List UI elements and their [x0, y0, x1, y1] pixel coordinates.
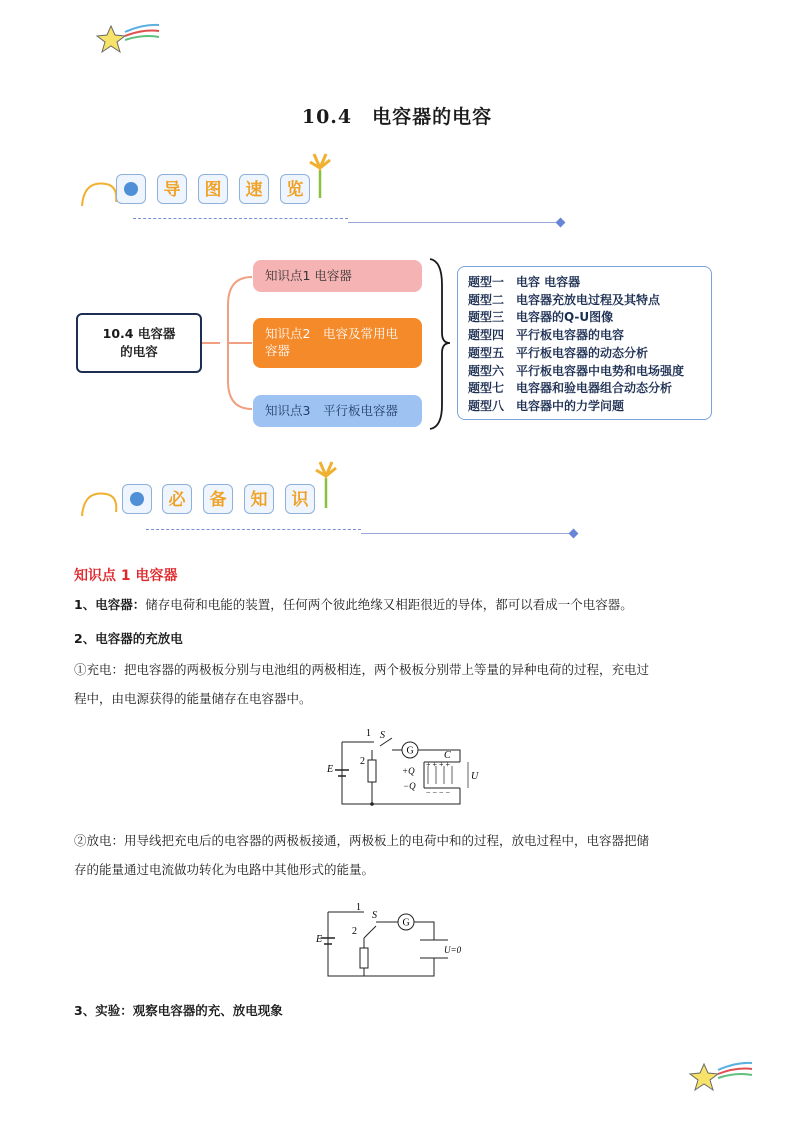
question-type-item: 题型二 电容器充放电过程及其特点	[468, 292, 661, 307]
root-line: 10.4 电容器	[102, 326, 176, 341]
diagram-label: U	[471, 771, 479, 782]
root-line: 的电容	[120, 344, 158, 359]
text-line: 程中，由电源获得的能量储存在电容器中。	[74, 691, 312, 706]
divider	[348, 222, 558, 223]
discharging-circuit-diagram	[316, 900, 476, 984]
divider	[133, 218, 348, 219]
section-banner-overview	[78, 150, 578, 230]
knowledge-point-2: 知识点2 电容及常用电容器	[253, 318, 422, 368]
diagram-label: + + + +	[426, 760, 451, 769]
diagram-label: 2	[352, 926, 357, 937]
subheading: 2、电容器的充放电	[74, 631, 183, 646]
question-type-item: 题型八 电容器中的力学问题	[468, 398, 625, 413]
banner-char: 导	[157, 174, 187, 204]
question-type-item: 题型三 电容器的Q-U图像	[468, 310, 614, 325]
star-decoration-icon	[688, 1060, 758, 1096]
term-label: 1、电容器：	[74, 597, 146, 612]
diagram-label: G	[402, 917, 410, 929]
diagram-label: S	[380, 730, 385, 741]
knowledge-point-3: 知识点3 平行板电容器	[253, 395, 422, 427]
banner-char: 速	[239, 174, 269, 204]
question-type-item: 题型七 电容器和验电器组合动态分析	[468, 381, 673, 396]
charging-circuit-diagram	[322, 726, 482, 810]
question-type-item: 题型一 电容 电容器	[468, 275, 581, 289]
diagram-label: S	[372, 910, 377, 921]
paragraph	[74, 590, 724, 619]
divider	[361, 533, 571, 534]
banner-badge-icon	[116, 174, 146, 204]
banner-char: 备	[203, 484, 233, 514]
paragraph-discharge	[74, 826, 724, 884]
paragraph-charge	[74, 655, 724, 713]
banner-char: 知	[244, 484, 274, 514]
star-decoration-icon	[95, 22, 165, 58]
text-line: ①充电：把电容器的两极板分别与电池组的两极相连，两个极板分别带上等量的异种电荷的过程，充电过	[74, 662, 650, 677]
diagram-label: U=0	[444, 945, 462, 955]
divider	[146, 529, 361, 530]
paragraph	[74, 624, 724, 653]
banner-badge-icon	[122, 484, 152, 514]
term-definition: 储存电荷和电能的装置，任何两个彼此绝缘又相距很近的导体，都可以看成一个电容器。	[145, 597, 633, 612]
question-type-item: 题型五 平行板电容器的动态分析	[468, 345, 649, 360]
diagram-label: −Q	[403, 781, 416, 791]
banner-char: 识	[285, 484, 315, 514]
knowledge-point-1: 知识点1 电容器	[253, 260, 422, 292]
diagram-label: C	[444, 750, 451, 761]
section-heading: 知识点 1 电容器	[74, 568, 178, 584]
diagram-label: 1	[366, 728, 371, 739]
text-line: ②放电：用导线把充电后的电容器的两极板接通，两极板上的电荷中和的过程，放电过程中，电容器把储	[74, 833, 650, 848]
section-banner-knowledge	[78, 458, 578, 542]
text-line: 存的能量通过电流做功转化为电路中其他形式的能量。	[74, 862, 375, 877]
diagram-label: E	[316, 934, 323, 945]
diagram-label: E	[327, 764, 334, 775]
diagram-label: − − − −	[426, 788, 451, 797]
diagram-label: 1	[356, 902, 361, 913]
question-type-item: 题型四 平行板电容器的电容	[468, 328, 625, 343]
banner-char: 图	[198, 174, 228, 204]
diagram-label: 2	[360, 756, 365, 767]
mindmap-root	[76, 313, 202, 373]
diagram-label: +Q	[402, 766, 415, 776]
diagram-label: G	[406, 745, 414, 757]
question-type-list	[457, 266, 712, 420]
page-title: 10.4 电容器的电容	[301, 106, 493, 128]
paragraph	[74, 996, 724, 1025]
subheading: 3、实验：观察电容器的充、放电现象	[74, 1003, 283, 1018]
question-type-item: 题型六 平行板电容器中电势和电场强度	[468, 363, 685, 378]
banner-char: 览	[280, 174, 310, 204]
banner-char: 必	[162, 484, 192, 514]
